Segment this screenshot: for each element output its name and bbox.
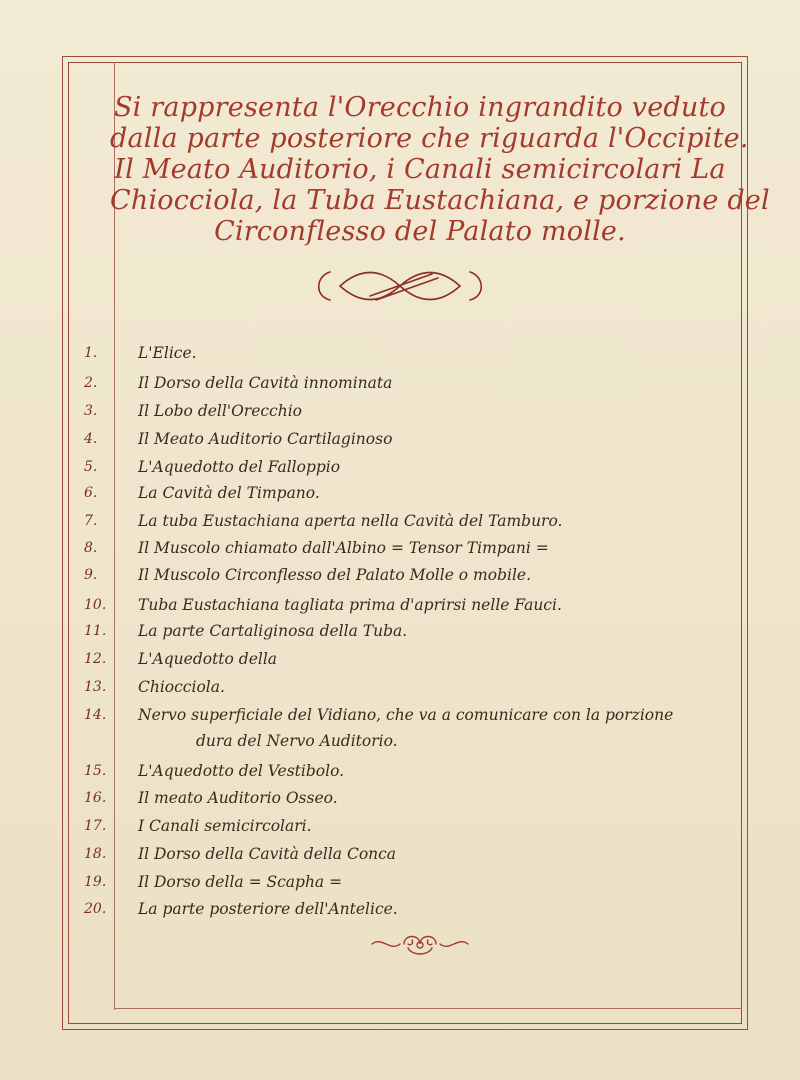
list-item (0, 372, 800, 400)
item-text: Il Lobo dell'Orecchio (138, 402, 303, 420)
item-number: 13. (84, 679, 107, 695)
list-item (0, 428, 800, 456)
item-number: 20. (84, 901, 107, 917)
item-text: L'Aquedotto del Vestibolo. (138, 762, 345, 780)
list-item (0, 342, 800, 370)
item-text: La tuba Eustachiana aperta nella Cavità del Tamburo. (138, 512, 563, 530)
item-text: Tuba Eustachiana tagliata prima d'aprirsi nelle Fauci. (138, 596, 562, 614)
page-title (110, 92, 770, 247)
item-text: L'Aquedotto della (138, 650, 278, 668)
item-number: 3. (84, 403, 98, 419)
item-number: 10. (84, 597, 107, 613)
list-item (0, 760, 800, 788)
item-text: Il Dorso della Cavità della Conca (138, 845, 397, 863)
title-line-2: dalla parte posteriore che riguarda l'Occipite. (110, 123, 749, 154)
item-text: Chiocciola. (138, 678, 225, 696)
list-item (0, 620, 800, 648)
item-number: 5. (84, 459, 98, 475)
item-text: Il Meato Auditorio Cartilaginoso (138, 430, 393, 448)
bottom-rule (114, 1008, 742, 1009)
title-flourish-ornament (300, 262, 500, 308)
item-number: 6. (84, 485, 98, 501)
list-item (0, 871, 800, 899)
item-number: 7. (84, 513, 98, 529)
item-text: La parte posteriore dell'Antelice. (138, 900, 398, 918)
title-line-5: Circonflesso del Palato molle. (214, 216, 626, 247)
list-item (0, 400, 800, 428)
item-number: 17. (84, 818, 107, 834)
item-number: 18. (84, 846, 107, 862)
item-text: dura del Nervo Auditorio. (196, 732, 398, 750)
list-item (0, 815, 800, 843)
item-text: La parte Cartaliginosa della Tuba. (138, 622, 408, 640)
item-number: 12. (84, 651, 107, 667)
item-text: Il Dorso della Cavità innominata (138, 374, 393, 392)
item-number: 1. (84, 345, 98, 361)
item-number: 9. (84, 567, 98, 583)
title-line-1: Si rappresenta l'Orecchio ingrandito veduto (113, 92, 727, 123)
item-text: Il Dorso della = Scapha = (138, 873, 343, 891)
list-item (0, 787, 800, 815)
title-line-3: Il Meato Auditorio, i Canali semicircolari La (114, 154, 726, 185)
list-item (0, 456, 800, 484)
item-number: 11. (84, 623, 107, 639)
item-number: 19. (84, 874, 107, 890)
item-number: 2. (84, 375, 98, 391)
list-item (0, 704, 800, 732)
item-text: L'Aquedotto del Falloppio (138, 458, 341, 476)
list-item (0, 843, 800, 871)
item-text: Il Muscolo chiamato dall'Albino = Tensor Timpani = (138, 539, 549, 557)
item-text: I Canali semicircolari. (138, 817, 312, 835)
item-text: Nervo superficiale del Vidiano, che va a comunicare con la porzione (138, 706, 674, 724)
item-text: Il Muscolo Circonflesso del Palato Molle o mobile. (138, 566, 532, 584)
list-item (0, 482, 800, 510)
item-text: L'Elice. (138, 344, 197, 362)
list-item (0, 898, 800, 926)
list-item-continuation (0, 730, 800, 758)
item-number: 14. (84, 707, 107, 723)
item-number: 16. (84, 790, 107, 806)
list-item (0, 510, 800, 538)
title-line-4: Chiocciola, la Tuba Eustachiana, e porzione del (110, 185, 770, 216)
item-number: 4. (84, 431, 98, 447)
item-text: Il meato Auditorio Osseo. (138, 789, 338, 807)
list-item (0, 537, 800, 565)
list-item (0, 648, 800, 676)
list-item (0, 594, 800, 622)
list-item (0, 564, 800, 592)
closing-flourish-ornament (368, 928, 472, 958)
list-item (0, 676, 800, 704)
item-text: La Cavità del Timpano. (138, 484, 320, 502)
item-number: 15. (84, 763, 107, 779)
item-number: 8. (84, 540, 98, 556)
